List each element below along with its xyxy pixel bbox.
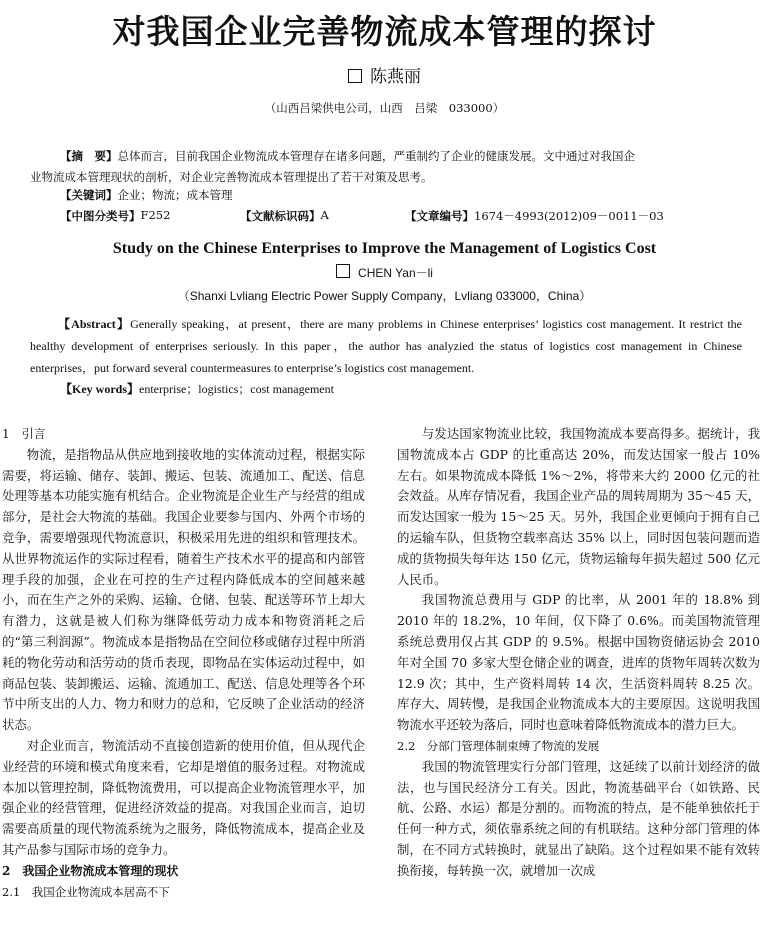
paragraph: 我国的物流管理实行分部门管理，这延续了以前计划经济的做法，也与国民经济分工有关。因此，物流基础平台（如铁路、民航、公路、水运）都是分割的。而物流的特点，是不能单独依托于任何一种方式，须依靠系统之间的有机联结。这种分部门管理的体制，在不同方式转换时，就显出了缺陷。这个过程如果不能有效转换衔接，每转换一次，就增加一次成 bbox=[397, 758, 760, 878]
section-heading-2: 2 我国企业物流成本管理的现状 bbox=[2, 863, 179, 878]
subsection-heading-2-2: 2.2 分部门管理体制束缚了物流的发展 bbox=[397, 738, 600, 753]
right-column bbox=[397, 424, 760, 882]
abstract-label: 【摘 要】 bbox=[60, 149, 118, 163]
english-abstract bbox=[30, 313, 742, 379]
article-value: 1674－4993(2012)09－0011－03 bbox=[474, 209, 664, 223]
english-keywords-label: 【Key words】 bbox=[60, 382, 139, 396]
english-keywords-text: enterprise；logistics；cost management bbox=[139, 382, 334, 396]
english-title: Study on the Chinese Enterprises to Improve the Management of Logistics Cost bbox=[112, 240, 657, 257]
clc-value: F252 bbox=[140, 208, 171, 222]
section-heading-intro: 1 引言 bbox=[2, 427, 46, 441]
english-abstract-label: 【Abstract】 bbox=[58, 317, 131, 331]
english-abstract-text: Generally speaking，at present，there are many problems in Chinese enterprises’ logistics cost management. It restrict the healthy development of enterprises seriously. In this paper，the author has analyzied the status of logistics cost management in Chinese enterprises，put forward several countermeasures to enterprise’s logistics cost management. bbox=[30, 317, 742, 375]
paragraph: 物流，是指物品从供应地到接收地的实体流动过程，根据实际需要，将运输、储存、装卸、搬运、包装、流通加工、配送、信息处理等基本功能实施有机结合。企业物流是企业生产与经营的组成部分，是社会大物流的基础。我国企业要参与国内、外两个市场的竞争，需要增强现代物流意识，积极采用先进的组织和管理技术。从世界物流运作的实际过程看，随着生产技术水平的提高和内部管理手段的加强，企业在可控的生产过程内降低成本的空间越来越小，而在生产之外的采购、运输、仓储、包装、配送等环节上却大有潜力，这就是被人们称为继降低劳动力成本和物资消耗之后的“第三利润源”。物流成本是指物品在空间位移或储存过程中所消耗的物化劳动和活劳动的货币表现，即物品在实体运动过程中，如商品包装、装卸搬运、运输、流通加工、配送、信息处理等各个环节中所支出的人力、物力和财力的总和，它反映了企业活动的经济状态。 bbox=[2, 446, 365, 733]
keywords bbox=[60, 187, 233, 203]
english-author-line bbox=[0, 264, 769, 281]
abstract-line1: 总体而言，目前我国企业物流成本管理存在诸多问题，严重制约了企业的健康发展。文中通过对我国企 bbox=[117, 149, 635, 163]
keywords-label: 【关键词】 bbox=[60, 188, 118, 202]
clc-label: 【中图分类号】 bbox=[60, 209, 141, 223]
square-icon bbox=[336, 264, 350, 278]
article-label: 【文章编号】 bbox=[405, 209, 474, 223]
english-affiliation: （Shanxi Lvliang Electric Power Supply Company，Lvliang 033000，China） bbox=[177, 289, 592, 303]
english-author: CHEN Yan－li bbox=[358, 266, 433, 280]
affiliation: （山西吕梁供电公司，山西 吕梁 033000） bbox=[264, 101, 505, 115]
paragraph: 与发达国家物流业比较，我国物流成本要高得多。据统计，我国物流成本占 GDP 的比重高达 20%，而发达国家一般占 10% 左右。如果物流成本降低 1%～2%，将带来大约 2000 亿元的社会效益。从库存情况看，我国企业产品的周转周期为 35～45 天，而发达国家一般为 15～25 天。另外，我国企业更倾向于拥有自己的运输车队，但货物空载率高达 35% 以上，同时因包装问题而造成的货物损失每年达 150 亿元，货物运输每年损失超过 500 亿元人民币。 bbox=[397, 426, 760, 587]
abstract bbox=[30, 146, 750, 167]
english-keywords bbox=[60, 380, 334, 397]
meta-row bbox=[60, 208, 760, 228]
doc-value: A bbox=[320, 208, 329, 222]
author-line bbox=[0, 62, 769, 87]
abstract-cont: 业物流成本管理现状的剖析，对企业完善物流成本管理提出了若干对策及思考。 bbox=[30, 170, 433, 184]
subsection-heading-2-1: 2.1 我国企业物流成本居高不下 bbox=[2, 884, 170, 899]
left-column bbox=[2, 424, 365, 902]
paragraph: 对企业而言，物流活动不直接创造新的使用价值，但从现代企业经营的环境和模式角度来看，它却是增值的服务过程。对物流成本加以管理控制，降低物流费用，可以提高企业物流管理水平，加强企业的经营管理，促进经济效益的提高。对我国企业而言，迫切需要高质量的现代物流系统为之服务，降低物流成本，提高企业及其产品参与国际市场的竞争力。 bbox=[2, 737, 365, 857]
paper-title: 对我国企业完善物流成本管理的探讨 bbox=[112, 12, 657, 51]
author-name: 陈燕丽 bbox=[370, 67, 421, 87]
paragraph: 我国物流总费用与 GDP 的比率，从 2001 年的 18.8% 到 2010 年的 18.2%，10 年间，仅下降了 0.6%。而美国物流管理系统总费用仅占其 GDP 的 9.5%。根据中国物资储运协会 2010 年对全国 70 多家大型仓储企业的调查，进库的货物年周转次数为 12.9 次；其中，生产资料周转 14 次，生活资料周转 8.25 次。库存大、周转慢，是我国企业物流成本大的主要原因。这说明我国物流水平还较为落后，同时也意味着降低物流成本的潜力巨大。 bbox=[397, 592, 760, 733]
doc-label: 【文献标识码】 bbox=[240, 209, 321, 223]
keywords-text: 企业；物流；成本管理 bbox=[117, 188, 233, 202]
square-icon bbox=[348, 69, 362, 83]
